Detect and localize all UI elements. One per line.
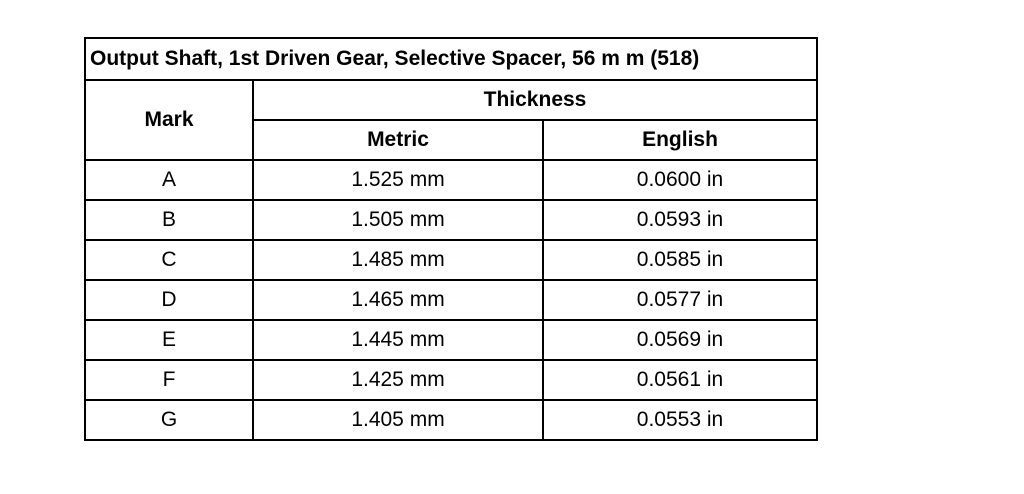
cell-mark: B	[85, 200, 253, 240]
cell-metric: 1.405 mm	[253, 400, 543, 440]
table-row	[85, 240, 817, 280]
cell-english: 0.0585 in	[543, 240, 817, 280]
table-row	[85, 360, 817, 400]
table-title-row	[85, 38, 817, 80]
cell-mark: E	[85, 320, 253, 360]
cell-metric: 1.425 mm	[253, 360, 543, 400]
column-header-english: English	[543, 120, 817, 160]
table-row	[85, 160, 817, 200]
header-row-1	[85, 80, 817, 120]
cell-mark: G	[85, 400, 253, 440]
cell-english: 0.0553 in	[543, 400, 817, 440]
cell-mark: F	[85, 360, 253, 400]
cell-metric: 1.465 mm	[253, 280, 543, 320]
cell-metric: 1.525 mm	[253, 160, 543, 200]
table-row	[85, 400, 817, 440]
table-row	[85, 200, 817, 240]
cell-mark: C	[85, 240, 253, 280]
cell-metric: 1.505 mm	[253, 200, 543, 240]
column-header-thickness: Thickness	[253, 80, 817, 120]
cell-metric: 1.445 mm	[253, 320, 543, 360]
column-header-mark: Mark	[85, 80, 253, 160]
cell-metric: 1.485 mm	[253, 240, 543, 280]
spacer-spec-table	[84, 37, 818, 441]
cell-english: 0.0561 in	[543, 360, 817, 400]
cell-english: 0.0593 in	[543, 200, 817, 240]
table-row	[85, 320, 817, 360]
table-row	[85, 280, 817, 320]
cell-mark: A	[85, 160, 253, 200]
column-header-metric: Metric	[253, 120, 543, 160]
cell-mark: D	[85, 280, 253, 320]
cell-english: 0.0569 in	[543, 320, 817, 360]
cell-english: 0.0577 in	[543, 280, 817, 320]
cell-english: 0.0600 in	[543, 160, 817, 200]
table-title: Output Shaft, 1st Driven Gear, Selective Spacer, 56 m m (518)	[85, 38, 817, 80]
